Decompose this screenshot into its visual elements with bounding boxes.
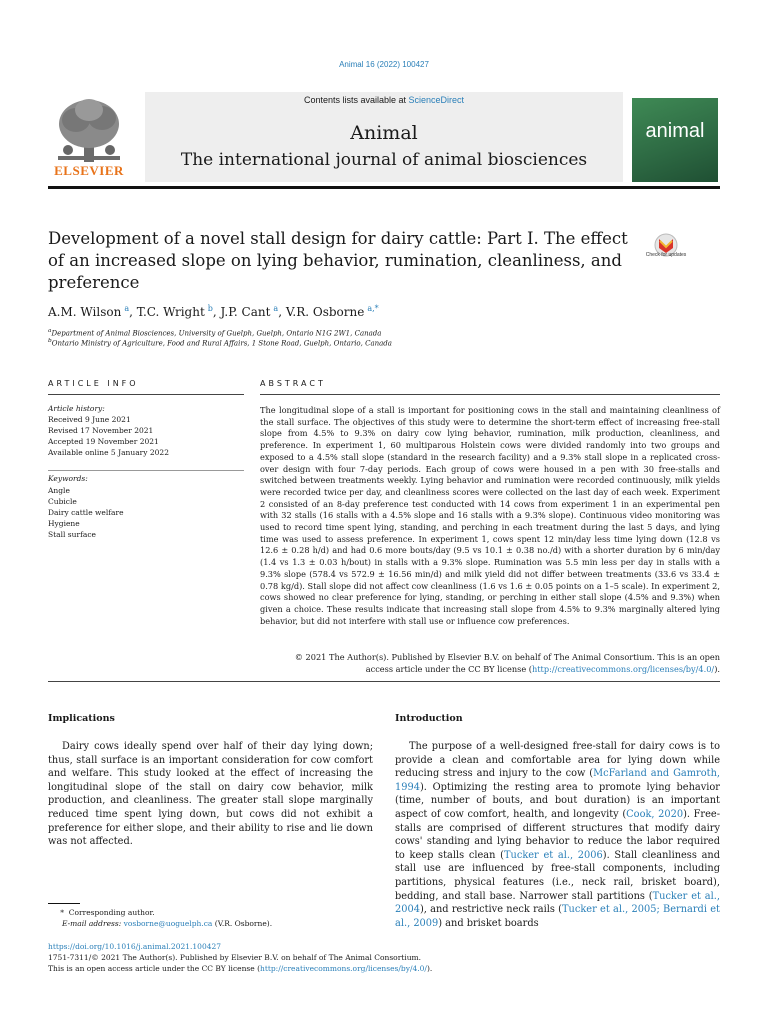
corresponding-email [62, 918, 272, 929]
email-label: E-mail address: [62, 919, 124, 928]
affiliation-sup: a [48, 328, 52, 334]
history-label: Article history: [48, 404, 105, 413]
affiliation-b [48, 338, 392, 347]
copyright-suffix: ). [714, 663, 720, 674]
email-link[interactable]: vosborne@uoguelph.ca [123, 919, 213, 928]
abstract-rule [260, 394, 720, 395]
keyword-item: Stall surface [48, 530, 96, 539]
footnote-label: Corresponding author. [68, 908, 155, 917]
author-affiliation-link[interactable]: a [124, 304, 130, 313]
abstract-bottom-rule [48, 681, 720, 682]
footer-license-prefix: This is an open access article under the CC BY license ( [48, 964, 261, 973]
intro-text: ) and brisket boards [438, 917, 539, 929]
copyright-prefix: access article under the CC BY license ( [365, 663, 532, 674]
doi-link[interactable]: https://doi.org/10.1016/j.animal.2021.100427 [48, 942, 222, 951]
author-separator: , [278, 305, 286, 319]
journal-name: Animal [350, 122, 418, 144]
footer-license-link[interactable]: http://creativecommons.org/licenses/by/4.0/ [260, 964, 427, 973]
email-suffix: (V.R. Osborne). [212, 919, 273, 928]
cc-license-link[interactable]: http://creativecommons.org/licenses/by/4.0/ [531, 663, 715, 674]
citation-link[interactable]: Tucker et al., 2004 [395, 890, 720, 916]
author-name: T.C. Wright [136, 305, 205, 319]
keyword-item: Dairy cattle welfare [48, 508, 124, 517]
citation-link[interactable]: McFarland and Gamroth, 1994 [395, 768, 720, 793]
header-rule [48, 186, 720, 189]
sciencedirect-link[interactable]: ScienceDirect [408, 95, 465, 105]
intro-text: ), and restrictive neck rails ( [419, 904, 563, 916]
history-item: Accepted 19 November 2021 [48, 437, 159, 446]
affiliation-text: Department of Animal Biosciences, University of Guelph, Guelph, Ontario N1G 2W1, Canada [51, 329, 382, 338]
contents-prefix: Contents lists available at [303, 95, 409, 105]
crossmark-label[interactable]: Check for updates [645, 252, 687, 258]
intro-text: ). Stall cleanliness and stall use are influenced by free-stall components, including partitions, physical features (i.e., neck rail, brisket board), bedding, and stall base. Narrower stall partitions ( [395, 849, 720, 902]
article-info-rule [48, 394, 244, 395]
keyword-item: Cubicle [48, 497, 77, 506]
footer-license-line [48, 964, 432, 975]
copyright-line2 [260, 664, 720, 676]
footnote-rule [48, 903, 80, 904]
author-separator: , [129, 305, 137, 319]
footer-issn-line: 1751-7311/© 2021 The Author(s). Published by Elsevier B.V. on behalf of The Animal Consortium. [48, 953, 422, 962]
history-item: Revised 17 November 2021 [48, 426, 154, 435]
citation-link[interactable]: Cook, 2020 [626, 808, 684, 820]
author-affiliation-link[interactable]: a [273, 304, 279, 313]
author-name: J.P. Cant [220, 305, 271, 319]
intro-text: ). Optimizing the resting area to promote lying behavior (time, number of bouts, and bout duration) is an important aspect of cow comfort, health, and longevity ( [395, 781, 720, 820]
implications-text: Dairy cows ideally spend over half of their day lying down; thus, stall surface is an important consideration for cow comfort and welfare. This study looked at the effect of increasing the longitudinal slope of the stall on dairy cow behavior, milk production, and cleanliness. The greater stall slope marginally reduced time spent lying down, but cows did not exhibit a preference for either slope, and their ability to rise and lie down was not affected. [48, 741, 373, 848]
history-item: Received 9 June 2021 [48, 415, 131, 424]
citation-link[interactable]: Tucker et al., 2006 [503, 849, 603, 861]
keywords-list [48, 485, 124, 540]
copyright-line1: © 2021 The Author(s). Published by Elsevier B.V. on behalf of The Animal Consortium. This is an open [294, 652, 720, 662]
elsevier-wordmark: ELSEVIER [54, 163, 124, 178]
cover-title: animal [645, 120, 705, 142]
footer-license-suffix: ). [426, 964, 433, 973]
author-affiliation-link[interactable]: b [207, 304, 213, 313]
intro-text: The purpose of a well-designed free-stall for dairy cows is to provide a clean and comfortable area for lying down while reducing stress and injury to the cow ( [395, 741, 720, 780]
history-list [48, 414, 169, 458]
author-list [48, 304, 379, 319]
copyright-notice [260, 652, 720, 675]
keyword-item: Hygiene [48, 519, 80, 528]
corresponding-author-note [48, 907, 155, 918]
affiliation-sup: b [48, 338, 52, 344]
keywords-rule [48, 470, 244, 471]
introduction-text [395, 740, 720, 930]
author-separator: , [212, 305, 221, 319]
journal-reference[interactable]: Animal 16 (2022) 100427 [339, 60, 429, 69]
journal-cover-image[interactable] [632, 98, 718, 182]
author-name: V.R. Osborne [285, 305, 365, 319]
abstract-heading: ABSTRACT [260, 379, 326, 388]
footnote-marker: * [60, 908, 64, 917]
introduction-heading: Introduction [395, 713, 463, 724]
affiliation-a [48, 328, 381, 337]
affiliation-text: Ontario Ministry of Agriculture, Food and Rural Affairs, 1 Stone Road, Guelph, Ontario, Canada [51, 339, 392, 348]
author-affiliation-link[interactable]: a,* [367, 304, 379, 313]
author-name: A.M. Wilson [48, 305, 122, 319]
journal-subtitle: The international journal of animal biosciences [180, 150, 588, 170]
keywords-label: Keywords: [48, 474, 88, 483]
article-title: Development of a novel stall design for dairy cattle: Part I. The effect of an increased slope on lying behavior, rumination, cleanliness, and preference [48, 229, 628, 292]
implications-heading: Implications [48, 713, 115, 724]
article-info-heading: ARTICLE INFO [48, 379, 139, 388]
citation-link[interactable]: Tucker et al., 2005; Bernardi et al., 2009 [395, 904, 720, 929]
abstract-text: The longitudinal slope of a stall is important for positioning cows in the stall and maintaining cleanliness of the stall surface. The objectives of this study were to determine the short-term effect of increasing free-stall slope from 4.5% to 9.3% on dairy cow lying behavior, rumination, milk production, cleanliness, and preference. In experiment 1, 60 multiparous Holstein cows were divided randomly into two groups and exposed to a 4.5% stall slope (standard in the research facility) and a 9.3% stall slope in a replicated cross-over design with four 7-day periods. Each group of cows were housed in a pen with 30 free-stalls and switched between treatments weekly. Lying behavior and rumination were recorded continuously, milk yields were recorded twice per day, and cleanliness scores were collected on the last day of each week. Experiment 2 consisted of an 8-day preference test conducted with 14 cows from experiment 1 in an experimental pen with 32 stalls (16 stalls with a 4.5% slope and 16 stalls with a 9.3% slope). Continuous video monitoring was used to record time spent lying, standing, and perching in each treatment during the last 5 days, and lying time was used to assess preference. In experiment 1, cows spent 12 min/day less time lying down (12.8 vs 12.6 ± 0.28 h/d) and had 0.6 more bouts/day (9.5 vs 10.1 ± 0.38 no./d) with a shorter duration by 6 min/day (1.4 vs 1.3 ± 0.03 h/bout) in stalls with a 9.3% slope. Rumination was 5.5 min less per day in stalls with a 9.3% slope (578.4 vs 572.9 ± 16.56 min/d) and milk yield did not differ between treatments (33.6 vs 33.4 ± 0.78 kg/d). Stall slope did not affect cow cleanliness (1.6 vs 1.6 ± 0.05 points on a 1–5 scale). In experiment 2, cows showed no clear preference for lying, standing, or perching in either stall slope (4.5% and 9.3%) when given a choice. These results indicate that increasing stall slope from 4.5% to 9.3% marginally altered lying behavior, but did not interfere with stall use or influence cow preferences. [260, 405, 720, 626]
contents-availability [145, 95, 623, 105]
intro-text: ). Free-stalls are comprised of different structures that modify dairy cows' standing and lying behavior to reduce the labor required to keep stalls clean ( [395, 808, 721, 861]
keyword-item: Angle [48, 486, 70, 495]
history-item: Available online 5 January 2022 [48, 448, 169, 457]
